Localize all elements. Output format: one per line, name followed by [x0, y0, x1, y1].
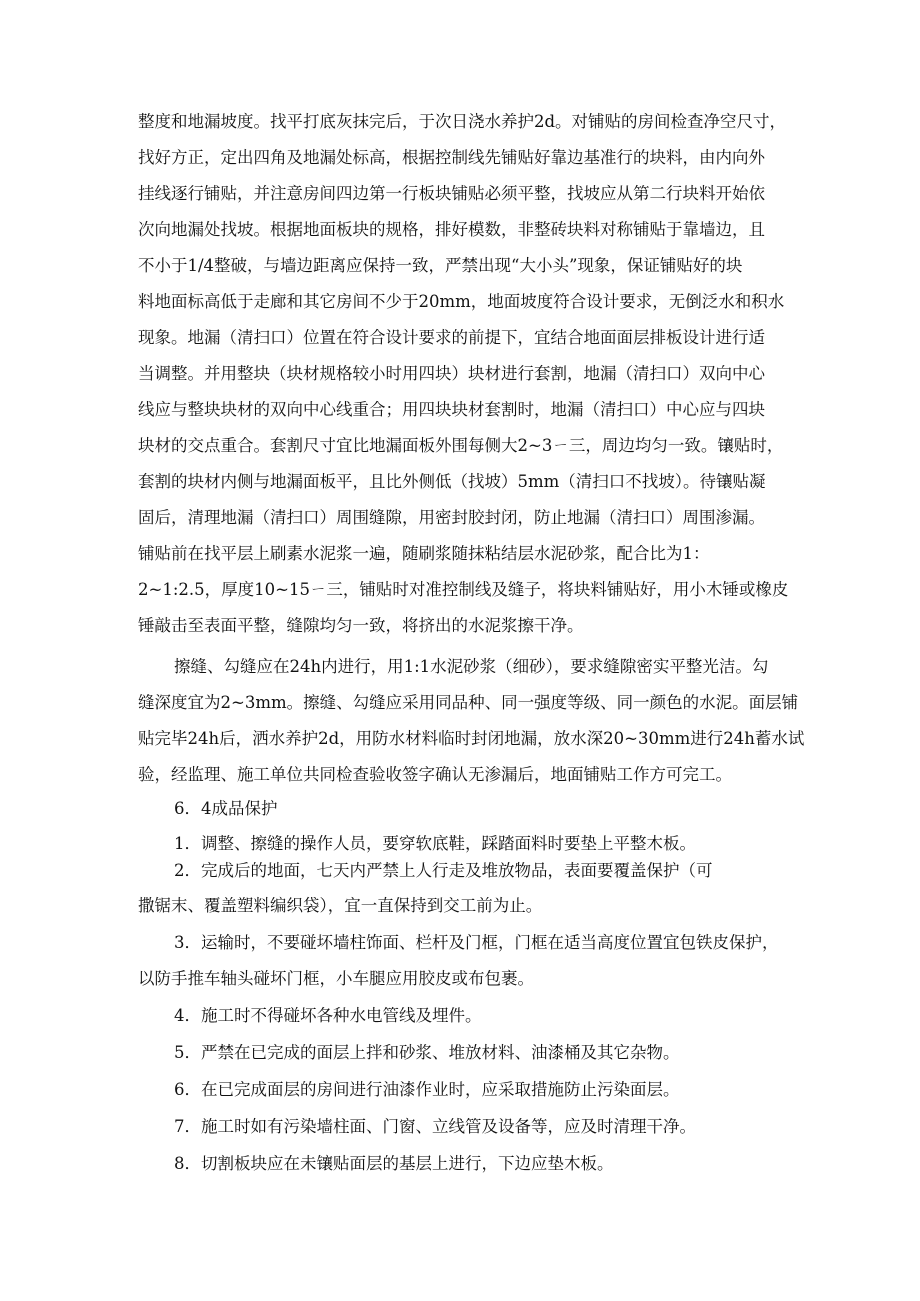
paragraph-1-line-6: 料地面标高低于走廊和其它房间不少于20mm，地面坡度符合设计要求，无倒泛水和积水	[138, 292, 785, 311]
list-item-1: 1．调整、擦缝的操作人员，要穿软底鞋，踩踏面料时要垫上平整木板。	[174, 834, 696, 853]
list-item-3-line-1: 3．运输时，不要碰坏墙柱饰面、栏杆及门框，门框在适当高度位置宜包铁皮保护，	[174, 933, 779, 952]
list-item-2-line-2: 撒锯末、覆盖塑料编织袋），宜一直保持到交工前为止。	[138, 896, 543, 915]
paragraph-1-line-8: 当调整。并用整块（块材规格较小时用四块）块材进行套割，地漏（清扫口）双向中心	[138, 364, 765, 383]
paragraph-1-line-1: 整度和地漏坡度。找平打底灰抹完后，于次日浇水养护2d。对铺贴的房间检查净空尺寸，	[138, 112, 787, 131]
list-item-7: 7．施工时如有污染墙柱面、门窗、立线管及设备等，应及时清理干净。	[174, 1117, 696, 1136]
paragraph-1-line-15: 锤敲击至表面平整，缝隙均匀一致，将挤出的水泥浆擦干净。	[138, 616, 584, 635]
list-item-8: 8．切割板块应在未镶贴面层的基层上进行，下边应垫木板。	[174, 1154, 614, 1173]
paragraph-1-line-13: 铺贴前在找平层上刷素水泥浆一遍，随刷浆随抹粘结层水泥砂浆，配合比为1：	[138, 544, 710, 563]
paragraph-2-line-2: 缝深度宜为2~3mm。擦缝、勾缝应采用同品种、同一强度等级、同一颜色的水泥。面层铺	[138, 693, 799, 712]
paragraph-1-line-3: 挂线逐行铺贴，并注意房间四边第一行板块铺贴必须平整，找坡应从第二行块料开始依	[138, 184, 765, 203]
section-heading: 6．4成品保护	[174, 799, 278, 818]
paragraph-1-line-11: 套割的块材内侧与地漏面板平，且比外侧低（找坡）5mm（清扫口不找坡）。待镶贴凝	[138, 472, 766, 491]
paragraph-1-line-9: 线应与整块块材的双向中心线重合；用四块块材套割时，地漏（清扫口）中心应与四块	[138, 400, 765, 419]
paragraph-2-line-4: 验，经监理、施工单位共同检查验收签字确认无渗漏后，地面铺贴工作方可完工。	[138, 765, 732, 784]
list-item-6: 6．在已完成面层的房间进行油漆作业时，应采取措施防止污染面层。	[174, 1080, 680, 1099]
paragraph-1-line-2: 找好方正，定出四角及地漏处标高，根据控制线先铺贴好靠边基准行的块料，由内向外	[138, 148, 765, 167]
paragraph-1-line-5: 不小于1/4整破，与墙边距离应保持一致，严禁出现“大小头”现象，保证铺贴好的块	[138, 256, 743, 275]
list-item-4: 4．施工时不得碰坏各种水电管线及埋件。	[174, 1006, 482, 1025]
paragraph-1-line-4: 次向地漏处找坡。根据地面板块的规格，排好模数，非整砖块料对称铺贴于靠墙边，且	[138, 220, 765, 239]
paragraph-2-line-1: 擦缝、勾缝应在24h内进行，用1:1水泥砂浆（细砂），要求缝隙密实平整光洁。勾	[174, 657, 769, 676]
paragraph-2-line-3: 贴完毕24h后，洒水养护2d，用防水材料临时封闭地漏，放水深20~30mm进行24h蓄水试	[138, 729, 805, 748]
paragraph-1-line-7: 现象。地漏（清扫口）位置在符合设计要求的前提下，宜结合地面面层排板设计进行适	[138, 328, 765, 347]
list-item-2-line-1: 2．完成后的地面，七天内严禁上人行走及堆放物品，表面要覆盖保护（可	[174, 861, 713, 880]
paragraph-1-line-10: 块材的交点重合。套割尺寸宜比地漏面板外围每侧大2~3ㄧ三，周边均匀一致。镶贴时，	[138, 436, 784, 455]
list-item-5: 5．严禁在已完成的面层上拌和砂浆、堆放材料、油漆桶及其它杂物。	[174, 1043, 680, 1062]
paragraph-1-line-14: 2~1:2.5，厚度10~15ㄧ三，铺贴时对准控制线及缝子，将块料铺贴好，用小木锤或橡皮	[138, 580, 789, 599]
paragraph-1-line-12: 固后，清理地漏（清扫口）周围缝隙，用密封胶封闭，防止地漏（清扫口）周围渗漏。	[138, 508, 765, 527]
list-item-3-line-2: 以防手推车轴头碰坏门框，小车腿应用胶皮或布包裹。	[138, 969, 534, 988]
